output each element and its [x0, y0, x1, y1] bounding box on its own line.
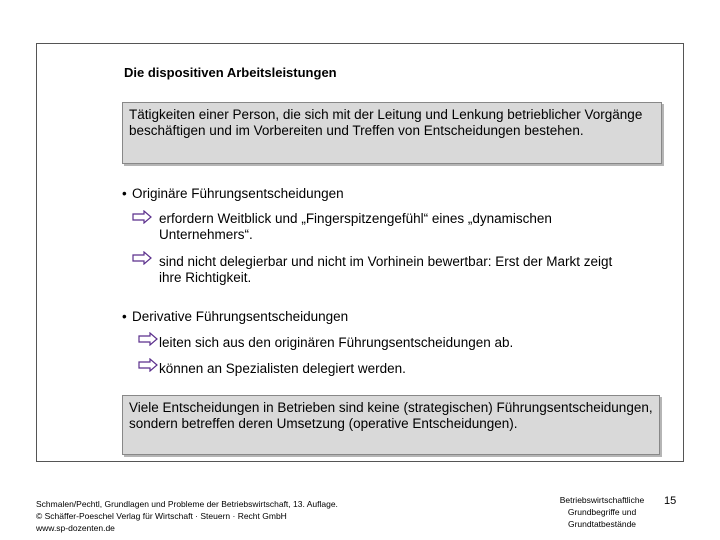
website-link[interactable]: www.sp-dozenten.de — [36, 523, 115, 533]
definition-box: Tätigkeiten einer Person, die sich mit der Leitung und Lenkung betrieblicher Vorgänge beschäftigen und im Vorbereiten und Treffen von Entscheidungen bestehen. — [122, 102, 662, 164]
arrow-right-outline-icon — [132, 210, 152, 224]
footer-chapter — [548, 494, 656, 530]
chapter-line: Grundtatbestände — [567, 519, 637, 529]
point-originaere-1: erfordern Weitblick und „Fingerspitzengefühl“ eines „dynamischen Unternehmers“. — [159, 211, 552, 242]
section-heading-text: Originäre Führungsentscheidungen — [132, 186, 344, 201]
section-heading-text: Derivative Führungsentscheidungen — [132, 309, 349, 324]
copyright-line: © Schäffer-Poeschel Verlag für Wirtschaft · Steuern · Recht GmbH — [36, 511, 287, 521]
chapter-line: Grundbegriffe und — [567, 507, 637, 517]
slide-title: Die dispositiven Arbeitsleistungen — [124, 65, 337, 80]
citation-line: Schmalen/Pechtl, Grundlagen und Probleme der Betriebswirtschaft, 13. Auflage. — [36, 499, 338, 509]
page-number: 15 — [664, 495, 677, 507]
chapter-line: Betriebswirtschaftliche — [559, 495, 645, 505]
conclusion-box: Viele Entscheidungen in Betrieben sind keine (strategischen) Führungsentscheidungen, sondern betreffen deren Umsetzung (operative Entscheidungen). — [122, 395, 660, 455]
point-originaere-2: sind nicht delegierbar und nicht im Vorhinein bewertbar: Erst der Markt zeigt ihre Richtigkeit. — [159, 254, 613, 285]
section-heading-derivative — [122, 309, 348, 325]
footer-citation — [36, 498, 338, 534]
point-derivative-2: können an Spezialisten delegiert werden. — [159, 361, 406, 376]
arrow-right-outline-icon — [138, 358, 158, 372]
arrow-right-outline-icon — [132, 251, 152, 265]
section-heading-originaere — [122, 186, 344, 202]
point-derivative-1: leiten sich aus den originären Führungsentscheidungen ab. — [159, 335, 514, 350]
arrow-right-outline-icon — [138, 332, 158, 346]
bullet-icon: • — [122, 309, 127, 324]
bullet-icon: • — [122, 186, 127, 201]
